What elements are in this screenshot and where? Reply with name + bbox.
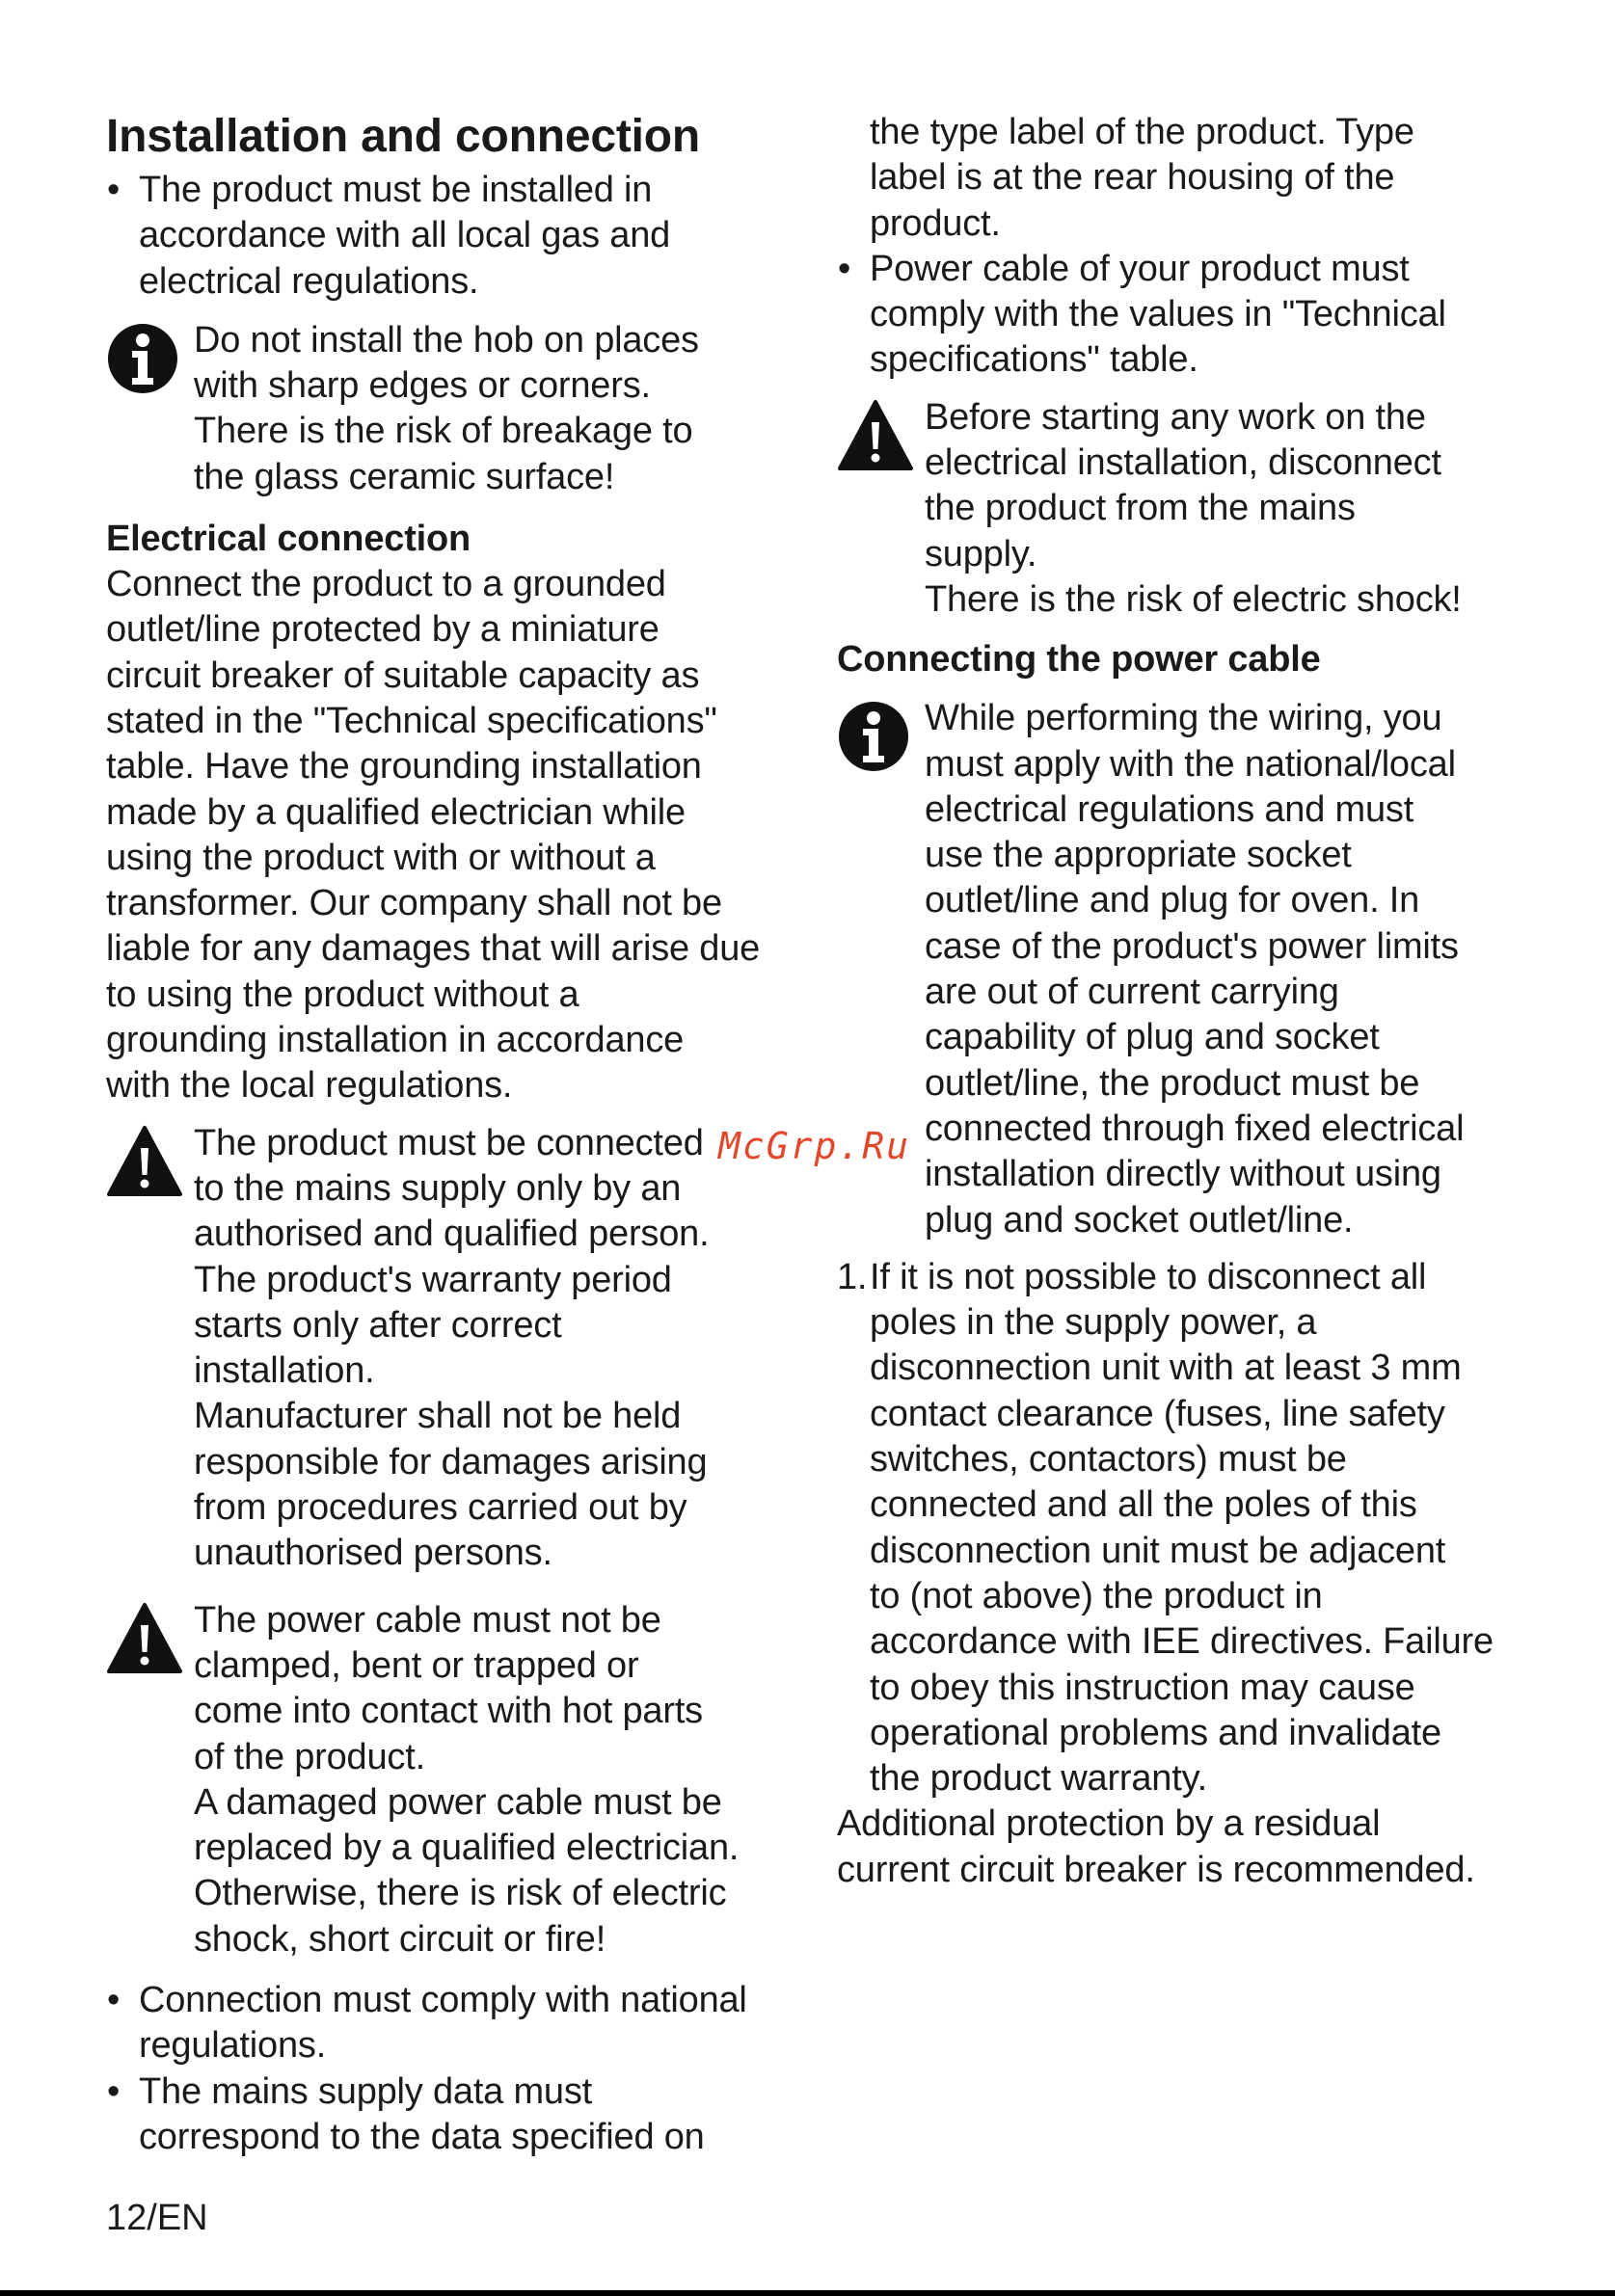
- bullet-mains-supply-data-continued: [837, 110, 1531, 247]
- text-line: Manufacturer shall not be held: [194, 1396, 682, 1437]
- text-line: the type label of the product. Type: [870, 112, 1414, 152]
- warning-note-power-cable: [106, 1598, 805, 1962]
- warning-icon: [837, 399, 914, 472]
- text-line: connected and all the poles of this: [870, 1484, 1417, 1526]
- text-line: Connect the product to a grounded: [106, 564, 666, 605]
- text-line: • The mains supply data must: [139, 2070, 593, 2112]
- text-line: electrical regulations and must: [925, 788, 1414, 830]
- watermark: McGrp.Ru: [718, 1125, 911, 1167]
- heading-connecting-power-cable: Connecting the power cable: [837, 639, 1321, 681]
- bullet-install-regulations: [106, 168, 805, 305]
- text-line: must apply with the national/local: [925, 743, 1456, 785]
- text-line: responsible for damages arising: [194, 1441, 708, 1482]
- text-line: made by a qualified electrician while: [106, 791, 686, 833]
- page-number: 12/EN: [106, 2198, 208, 2238]
- text-line: circuit breaker of suitable capacity as: [106, 654, 700, 696]
- text-line: comply with the values in "Technical: [870, 294, 1446, 335]
- text-line: product.: [870, 202, 1001, 244]
- left-column: [106, 108, 805, 2160]
- text-line: regulations.: [139, 2025, 327, 2067]
- text-line: transformer. Our company shall not be: [106, 883, 722, 924]
- right-column: [837, 110, 1531, 1893]
- text-line: from procedures carried out by: [194, 1487, 687, 1529]
- text-line: table. Have the grounding installation: [106, 746, 702, 788]
- text-line: of the product.: [194, 1736, 425, 1777]
- text-line: stated in the "Technical specifications": [106, 700, 717, 741]
- text-line: grounding installation in accordance: [106, 1020, 685, 1061]
- info-icon: [106, 322, 179, 395]
- text-line: • Power cable of your product must: [870, 248, 1410, 289]
- text-line: correspond to the data specified on: [139, 2116, 705, 2157]
- text-line: disconnection unit must be adjacent: [870, 1530, 1446, 1571]
- text-line: label is at the rear housing of the: [870, 157, 1395, 199]
- text-line: outlet/line protected by a miniature: [106, 609, 659, 651]
- text-line: plug and socket outlet/line.: [925, 1199, 1354, 1241]
- text-line: The power cable must not be: [194, 1599, 661, 1641]
- list-number: 1.: [837, 1256, 868, 1297]
- text-line: the product warranty.: [870, 1758, 1207, 1800]
- bottom-divider: [0, 2290, 1615, 2296]
- text-line: outlet/line, the product must be: [925, 1062, 1420, 1104]
- text-line: to obey this instruction may cause: [870, 1667, 1415, 1708]
- text-line: to the mains supply only by an: [194, 1167, 682, 1209]
- text-line: contact clearance (fuses, line safety: [870, 1393, 1445, 1434]
- text-line: with sharp edges or corners.: [194, 365, 651, 407]
- text-line: accordance with all local gas and: [139, 215, 671, 256]
- text-line: with the local regulations.: [106, 1065, 513, 1107]
- text-line: connected through fixed electrical: [925, 1108, 1465, 1149]
- text-line: poles in the supply power, a: [870, 1302, 1317, 1344]
- text-line: electrical regulations.: [139, 260, 479, 302]
- text-line: disconnection unit with at least 3 mm: [870, 1348, 1462, 1389]
- text-line: There is the risk of breakage to: [194, 411, 693, 452]
- text-line: unauthorised persons.: [194, 1533, 552, 1574]
- numbered-item-disconnection-unit: [837, 1255, 1531, 1802]
- text-line: specifications" table.: [870, 339, 1198, 381]
- text-line: capability of plug and socket: [925, 1017, 1380, 1058]
- bullet-power-cable-values: [837, 247, 1531, 384]
- text-line: using the product with or without a: [106, 837, 656, 878]
- text-line: are out of current carrying: [925, 972, 1339, 1013]
- info-icon: [837, 700, 910, 773]
- text-line: to (not above) the product in: [870, 1575, 1323, 1616]
- text-line: the product from the mains: [925, 488, 1356, 529]
- text-line: case of the product's power limits: [925, 925, 1459, 967]
- text-line: supply.: [925, 533, 1037, 574]
- text-line: starts only after correct: [194, 1304, 562, 1346]
- text-line: electrical installation, disconnect: [925, 442, 1441, 484]
- text-line: outlet/line and plug for oven. In: [925, 880, 1420, 921]
- warning-icon: [106, 1602, 183, 1675]
- text-line: Otherwise, there is risk of electric: [194, 1873, 727, 1914]
- text-line: If it is not possible to disconnect all: [870, 1256, 1427, 1297]
- heading-electrical-connection: Electrical connection: [106, 519, 471, 560]
- text-line: The product must be connected: [194, 1122, 704, 1163]
- bullet-national-regulations: [106, 1978, 805, 2069]
- text-line: Before starting any work on the: [925, 396, 1426, 438]
- text-line: While performing the wiring, you: [925, 698, 1442, 739]
- text-line: the glass ceramic surface!: [194, 456, 615, 497]
- text-line: authorised and qualified person.: [194, 1214, 710, 1255]
- text-line: Do not install the hob on places: [194, 319, 699, 360]
- info-note-sharp-edges: [106, 318, 805, 500]
- text-line: shock, short circuit or fire!: [194, 1918, 606, 1960]
- text-line: Additional protection by a residual: [837, 1803, 1381, 1845]
- warning-icon: [106, 1125, 183, 1198]
- warning-note-disconnect-mains: [837, 395, 1531, 623]
- info-note-wiring: [837, 696, 1531, 1243]
- text-line: use the appropriate socket: [925, 835, 1352, 876]
- text-line: to using the product without a: [106, 974, 579, 1015]
- electrical-paragraph: [106, 562, 805, 1109]
- text-line: current circuit breaker is recommended.: [837, 1849, 1475, 1890]
- text-line: • The product must be installed in: [139, 170, 653, 210]
- text-line: accordance with IEE directives. Failure: [870, 1621, 1494, 1663]
- text-line: liable for any damages that will arise due: [106, 928, 761, 970]
- text-line: installation.: [194, 1350, 375, 1392]
- text-line: replaced by a qualified electrician.: [194, 1828, 740, 1869]
- warning-note-qualified-person: [106, 1121, 805, 1577]
- text-line: • Connection must comply with national: [139, 1979, 747, 2020]
- text-line: operational problems and invalidate: [870, 1712, 1441, 1753]
- text-line: clamped, bent or trapped or: [194, 1644, 639, 1686]
- text-line: come into contact with hot parts: [194, 1691, 703, 1732]
- closing-paragraph: [837, 1802, 1531, 1893]
- text-line: The product's warranty period: [194, 1259, 672, 1300]
- text-line: installation directly without using: [925, 1154, 1441, 1195]
- text-line: A damaged power cable must be: [194, 1781, 722, 1823]
- page-title: Installation and connection: [106, 111, 700, 162]
- bullet-mains-supply-data: [106, 2069, 805, 2161]
- text-line: switches, contactors) must be: [870, 1439, 1347, 1481]
- text-line: There is the risk of electric shock!: [925, 578, 1462, 620]
